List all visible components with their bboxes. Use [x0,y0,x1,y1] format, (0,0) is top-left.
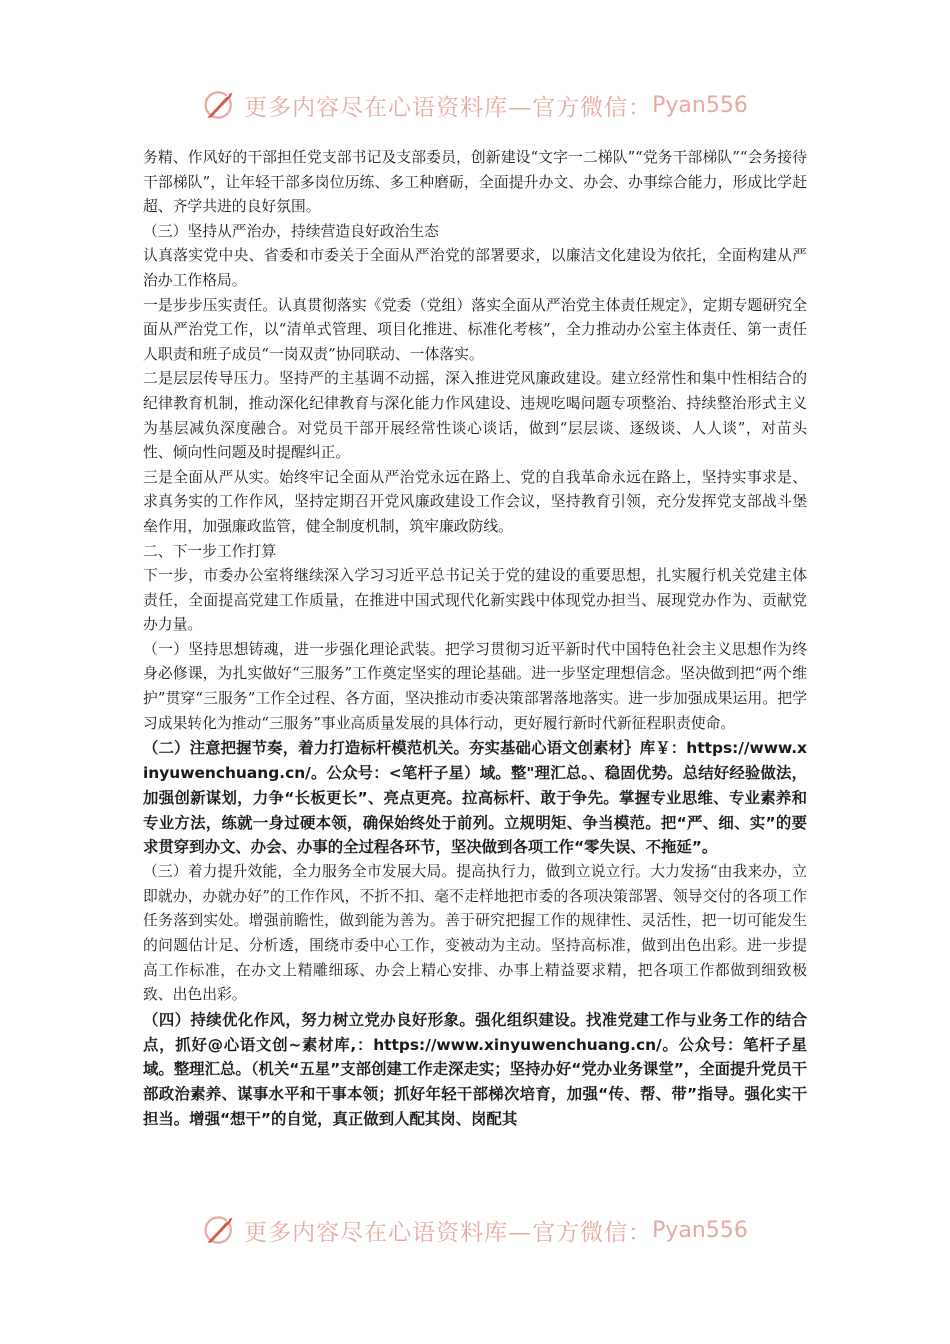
paragraph: 认真落实党中央、省委和市委关于全面从严治党的部署要求，以廉洁文化建设为依托，全面构建从严治办工作格局。 [143,247,807,289]
document-body [143,146,807,1132]
watermark-wechat-id: Pyan556 [652,92,748,118]
paragraph: 务精、作风好的干部担任党支部书记及支部委员，创新建设“文字一二梯队”“党务干部梯队”“会务接待干部梯队”，让年轻干部多岗位历练、多工种磨砺，全面提升办文、办会、办事综合能力，形成比学赶超、齐学共进的良好氛围。 [143,149,807,216]
section-heading: （三）坚持从严治办，持续营造良好政治生态 [143,222,439,240]
watermark-text: 更多内容尽在心语资料库—官方微信： [244,1219,653,1246]
quill-logo-icon [202,87,238,123]
watermark-footer [0,1205,950,1255]
paragraph: 二是层层传导压力。坚持严的主基调不动摇，深入推进党风廉政建设。建立经常性和集中性相结合的纪律教育机制，推动深化纪律教育与深化能力作风建设、违规吃喝问题专项整治、持续整治形式主义为基层减负深度融合。对党员干部开展经常性谈心谈话，做到“层层谈、逐级谈、人人谈”，对苗头性、倾向性问题及时提醒纠正。 [143,370,807,462]
section-heading: 二、下一步工作打算 [143,542,277,560]
paragraph: 三是全面从严从实。始终牢记全面从严治党永远在路上、党的自我革命永远在路上，坚持实事求是、求真务实的工作作风，坚持定期召开党风廉政建设工作会议，坚持教育引领，充分发挥党支部战斗堡垒作用，加强廉政监管，健全制度机制，筑牢廉政防线。 [143,468,807,535]
paragraph: （三）着力提升效能，全力服务全市发展大局。提高执行力，做到立说立行。大力发扬“由我来办，立即就办，办就办好”的工作作风，不折不扣、毫不走样地把市委的各项决策部署、领导交付的各项工作任务落到实处。增强前瞻性，做到能为善为。善于研究把握工作的规律性、灵活性，把一切可能发生的问题估计足、分析透，围绕市委中心工作，变被动为主动。坚持高标准，做到出色出彩。进一步提高工作标准，在办文上精雕细琢、办会上精心安排、办事上精益要求精，把各项工作都做到细致极致、出色出彩。 [143,863,807,1004]
watermark-header [0,80,950,130]
paragraph: （一）坚持思想铸魂，进一步强化理论武装。把学习贯彻习近平新时代中国特色社会主义思想作为终身必修课，为扎实做好“三服务”工作奠定坚实的理论基础。进一步坚定理想信念。坚决做到把“两个维护”贯穿“三服务”工作全过程、各方面，坚决推动市委决策部署落地落实。进一步加强成果运用。把学习成果转化为推动“三服务”事业高质量发展的具体行动，更好履行新时代新征程职责使命。 [143,640,807,732]
bold-paragraph: （二）注意把握节奏，着力打造标杆模范机关。夯实基础心语文创素材｝库￥：https://www.xinyuwenchuang.cn/。公众号：<笔杆子星）域。整"理汇总。、稳固优势。总结好经验做法，加强创新谋划，力争“长板更长”、亮点更亮。拉高标杆、敢于争先。掌握专业思维、专业素养和专业方法，练就一身过硬本领，确保始终处于前列。立规明矩、争当模范。把“严、细、实”的要求贯穿到办文、办会、办事的全过程各环节，坚决做到各项工作“零失误、不拖延”。 [143,739,807,857]
bold-paragraph: （四）持续优化作风，努力树立党办良好形象。强化组织建设。找准党建工作与业务工作的结合点，抓好@心语文创~素材库,：https://www.xinyuwenchuang.cn/。公众号：笔杆子星域。整理汇总。（机关“五星”支部创建工作走深走实；坚持办好“党办业务课堂”，全面提升党员干部政治素养、谋事水平和干事本领；抓好年轻干部梯次培育，加强“传、帮、带”指导。强化实干担当。增强“想干”的自觉，真正做到人配其岗、岗配其 [143,1010,807,1128]
paragraph: 一是步步压实责任。认真贯彻落实《党委（党组）落实全面从严治党主体责任规定》，定期专题研究全面从严治党工作，以“清单式管理、项目化推进、标准化考核”，全力推动办公室主体责任、第一责任人职责和班子成员“一岗双责”协同联动、一体落实。 [143,296,807,363]
watermark-wechat-id: Pyan556 [652,1217,748,1243]
quill-logo-icon [202,1212,238,1248]
paragraph: 下一步，市委办公室将继续深入学习习近平总书记关于党的建设的重要思想，扎实履行机关党建主体责任，全面提高党建工作质量，在推进中国式现代化新实践中体现党办担当、展现党办作为、贡献党办力量。 [143,567,807,634]
watermark-text: 更多内容尽在心语资料库—官方微信： [244,94,653,121]
